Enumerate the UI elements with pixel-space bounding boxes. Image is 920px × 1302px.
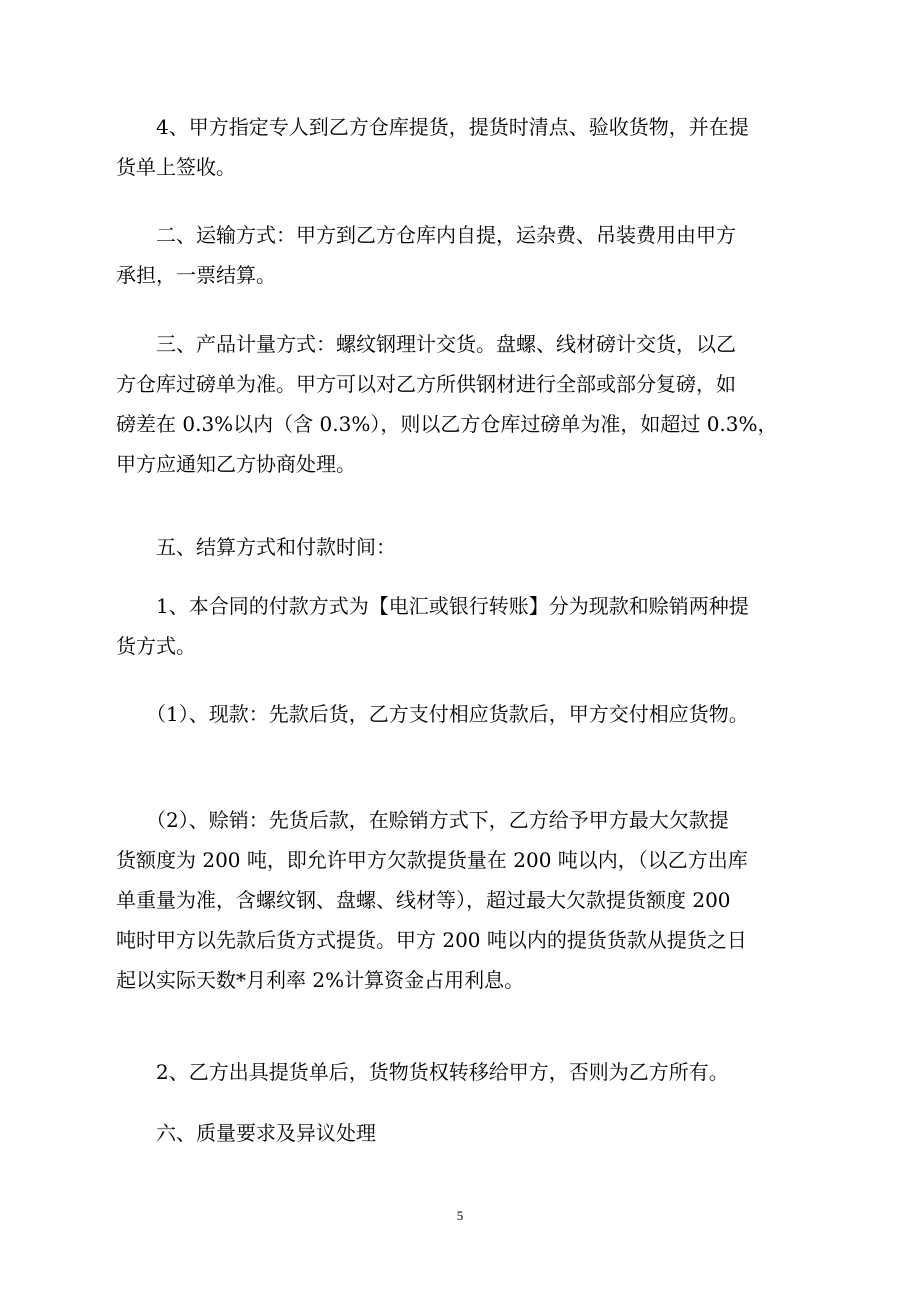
text-line: 磅差在 0.3%以内（含 0.3%），则以乙方仓库过磅单为准，如超过 0.3%， — [116, 412, 778, 436]
text-line: 方仓库过磅单为准。甲方可以对乙方所供钢材进行全部或部分复磅，如 — [116, 372, 736, 396]
text-line: 承担，一票结算。 — [116, 263, 276, 287]
page-number: 5 — [456, 1208, 464, 1223]
paragraph-pickup — [116, 107, 806, 187]
text-line: 六、质量要求及异议处理 — [116, 1121, 376, 1145]
text-line: 甲方应通知乙方协商处理。 — [116, 452, 356, 476]
text-line: 三、产品计量方式：螺纹钢理计交货。盘螺、线材磅计交货，以乙 — [116, 332, 736, 356]
paragraph-title-transfer — [116, 1052, 806, 1092]
text-line: 货单上签收。 — [116, 155, 236, 179]
text-line: （1）、现款：先款后货，乙方支付相应货款后，甲方交付相应货物。 — [116, 702, 749, 726]
text-line: 4、甲方指定专人到乙方仓库提货，提货时清点、验收货物，并在提 — [116, 115, 749, 139]
text-line: 货额度为 200 吨，即允许甲方欠款提货量在 200 吨以内，（以乙方出库 — [116, 848, 748, 872]
paragraph-cash — [116, 694, 806, 734]
text-line: 吨时甲方以先款后货方式提货。甲方 200 吨以内的提货货款从提货之日 — [116, 928, 747, 952]
paragraph-credit — [116, 800, 806, 1000]
text-line: 货方式。 — [116, 634, 196, 658]
text-line: 单重量为准，含螺纹钢、盘螺、线材等），超过最大欠款提货额度 200 — [116, 888, 731, 912]
heading-settlement — [116, 527, 806, 567]
heading-quality — [116, 1113, 806, 1153]
paragraph-measurement — [116, 324, 806, 484]
text-line: 2、乙方出具提货单后，货物货权转移给甲方，否则为乙方所有。 — [116, 1060, 729, 1084]
text-line: 二、运输方式：甲方到乙方仓库内自提，运杂费、吊装费用由甲方 — [116, 223, 736, 247]
text-line: 1、本合同的付款方式为【电汇或银行转账】分为现款和赊销两种提 — [116, 594, 749, 618]
text-line: 五、结算方式和付款时间： — [116, 535, 396, 559]
paragraph-transport — [116, 215, 806, 295]
paragraph-payment-method — [116, 586, 806, 666]
text-line: 起以实际天数*月利率 2%计算资金占用利息。 — [116, 968, 525, 992]
text-line: （2）、赊销：先货后款，在赊销方式下，乙方给予甲方最大欠款提 — [116, 808, 729, 832]
